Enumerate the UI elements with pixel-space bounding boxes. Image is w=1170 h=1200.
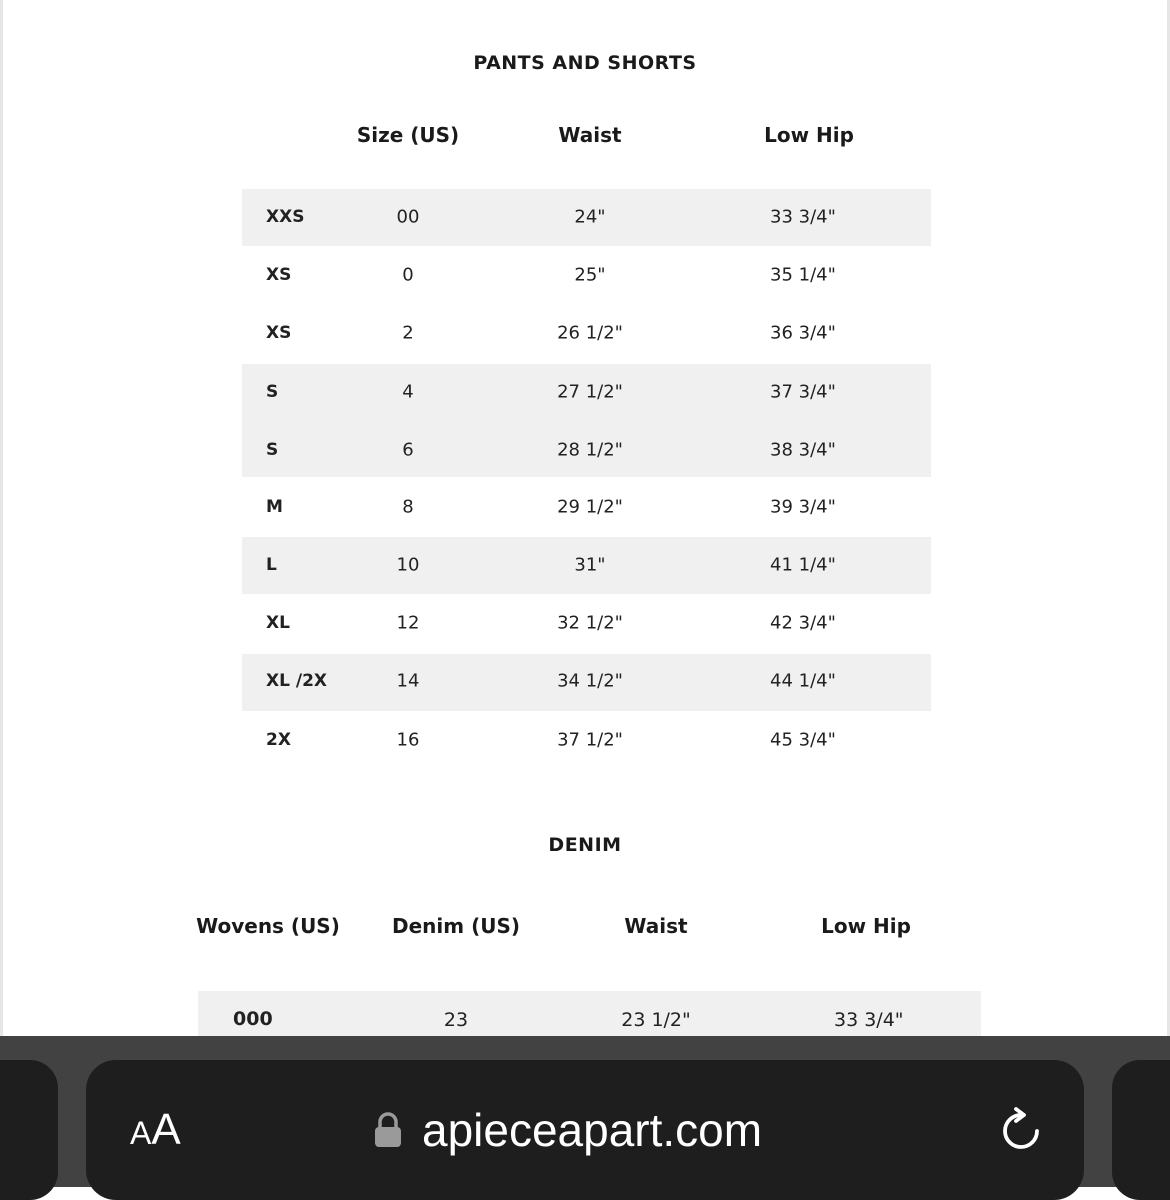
waist: 29 1/2" [557,496,623,518]
size-us: 12 [396,612,420,634]
pants-header-size: Size (US) [356,123,460,147]
low-hip: 45 3/4" [770,729,836,751]
size-label: XL /2X [266,671,328,691]
denim-section-title: DENIM [548,834,622,856]
size-label: 2X [266,730,291,750]
size-us: 6 [402,439,414,461]
waist: 23 1/2" [621,1009,691,1031]
denim-us: 23 [443,1009,469,1031]
size-label: XS [266,323,292,343]
low-hip: 37 3/4" [770,381,836,403]
lock-icon [373,1112,403,1148]
denim-header-wovens: Wovens (US) [196,914,340,938]
waist: 37 1/2" [557,729,623,751]
waist: 31" [574,554,606,576]
waist: 34 1/2" [557,670,623,692]
text-size-button[interactable] [130,1104,181,1159]
reload-icon[interactable] [996,1106,1046,1156]
low-hip: 39 3/4" [770,496,836,518]
low-hip: 44 1/4" [770,670,836,692]
pants-section-title: PANTS AND SHORTS [473,52,697,74]
low-hip: 33 3/4" [834,1009,904,1031]
next-tab[interactable] [1112,1060,1170,1200]
size-us: 16 [396,729,420,751]
aa-large-glyph: A [151,1105,181,1154]
pants-header-waist: Waist [558,123,622,147]
size-label: L [266,555,277,575]
size-us: 0 [402,264,414,286]
pants-header-low-hip: Low Hip [764,123,854,147]
low-hip: 42 3/4" [770,612,836,634]
waist: 24" [574,206,606,228]
size-label: M [266,497,283,517]
low-hip: 33 3/4" [770,206,836,228]
aa-small-glyph: A [130,1115,152,1151]
wovens-us: 000 [233,1008,273,1030]
address-bar[interactable] [86,1060,1084,1200]
size-us: 8 [402,496,414,518]
browser-bottom-bar [0,1036,1170,1187]
denim-header-denim: Denim (US) [392,914,520,938]
size-us: 2 [402,322,414,344]
waist: 25" [574,264,606,286]
size-label: XL [266,613,290,633]
waist: 26 1/2" [557,322,623,344]
size-label: S [266,440,279,460]
low-hip: 36 3/4" [770,322,836,344]
size-label: S [266,382,279,402]
url-text[interactable]: apieceapart.com [422,1104,763,1156]
waist: 27 1/2" [557,381,623,403]
size-us: 4 [402,381,414,403]
low-hip: 35 1/4" [770,264,836,286]
waist: 32 1/2" [557,612,623,634]
size-us: 10 [396,554,420,576]
waist: 28 1/2" [557,439,623,461]
size-us: 14 [396,670,420,692]
previous-tab[interactable] [0,1060,58,1200]
low-hip: 38 3/4" [770,439,836,461]
size-label: XS [266,265,292,285]
size-label: XXS [266,207,305,227]
denim-header-waist: Waist [624,914,688,938]
denim-header-low-hip: Low Hip [821,914,911,938]
low-hip: 41 1/4" [770,554,836,576]
size-us: 00 [396,206,420,228]
